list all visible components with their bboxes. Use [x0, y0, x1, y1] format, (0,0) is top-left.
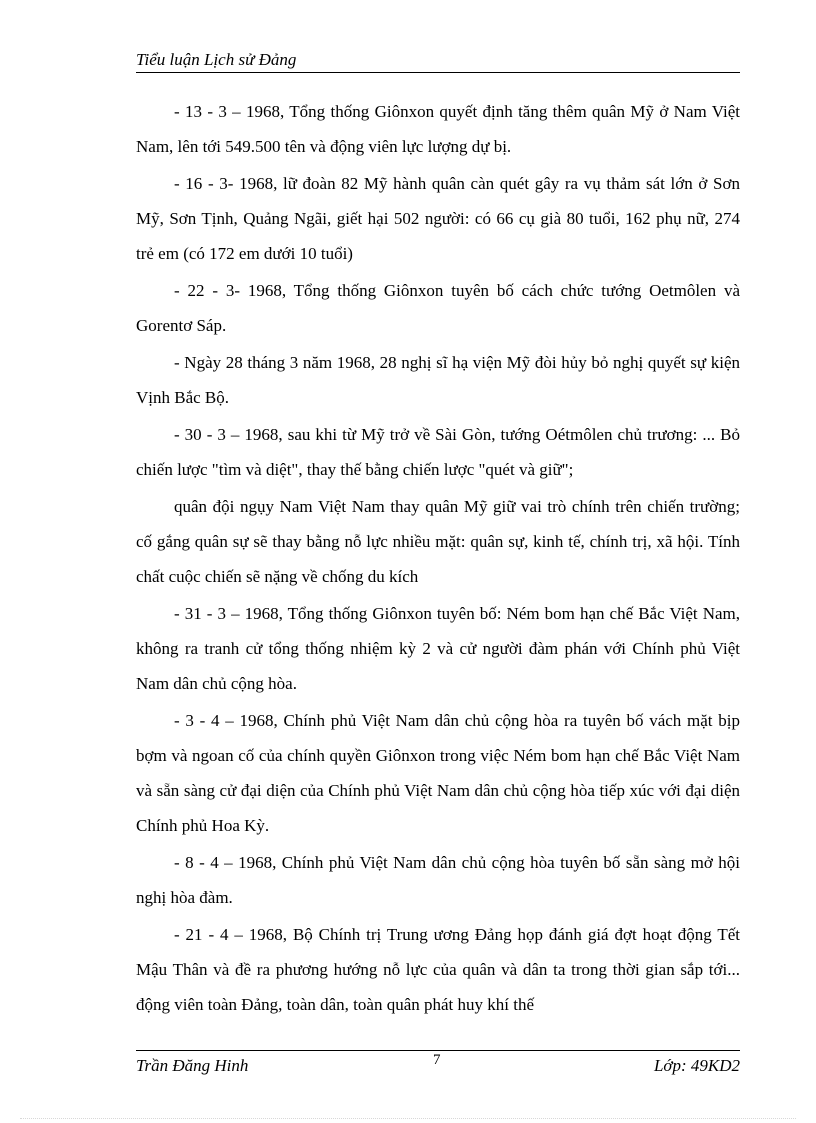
paragraph: - 13 - 3 – 1968, Tổng thống Giônxon quyết định tăng thêm quân Mỹ ở Nam Việt Nam, lên tới 549.500 tên và động viên lực lượng dự bị. [136, 102, 740, 156]
paragraph: - 31 - 3 – 1968, Tổng thống Giônxon tuyên bố: Ném bom hạn chế Bắc Việt Nam, không ra tranh cử tổng thống nhiệm kỳ 2 và cử người đàm phán với Chính phủ Việt Nam dân chủ cộng hòa. [136, 604, 740, 693]
paragraph: - 16 - 3- 1968, lữ đoàn 82 Mỹ hành quân càn quét gây ra vụ thảm sát lớn ở Sơn Mỹ, Sơn Tịnh, Quảng Ngãi, giết hại 502 người: có 66 cụ già 80 tuổi, 162 phụ nữ, 274 trẻ em (có 172 em dưới 10 tuổi) [136, 174, 740, 263]
paragraph: - 21 - 4 – 1968, Bộ Chính trị Trung ương Đảng họp đánh giá đợt hoạt động Tết Mậu Thân và đề ra phương hướng nỗ lực của quân và dân ta trong thời gian sắp tới... động viên toàn Đảng, toàn dân, toàn quân phát huy khí thế [136, 925, 740, 1014]
page-footer [136, 1050, 740, 1081]
footer-author: Trần Đăng Hinh [136, 1056, 249, 1075]
page-number: 7 [433, 1052, 441, 1068]
footer-class-label: Lớp: 49KD2 [653, 1056, 740, 1075]
paragraph: quân đội ngụy Nam Việt Nam thay quân Mỹ giữ vai trò chính trên chiến trường; cố gắng quân sự sẽ thay bằng nỗ lực nhiều mặt: quân sự, kinh tế, chính trị, xã hội. Tính chất cuộc chiến sẽ nặng về chống du kích [136, 497, 740, 586]
document-body [136, 94, 740, 1024]
page-header [136, 50, 740, 73]
header-title: Tiểu luận Lịch sử Đảng [136, 50, 297, 69]
paragraph: - 8 - 4 – 1968, Chính phủ Việt Nam dân chủ cộng hòa tuyên bố sẵn sàng mở hội nghị hòa đàm. [136, 853, 740, 907]
paragraph: - 22 - 3- 1968, Tổng thống Giônxon tuyên bố cách chức tướng Oetmôlen và Gorentơ Sáp. [136, 281, 740, 335]
page-bottom-border [20, 1118, 796, 1119]
paragraph: - 3 - 4 – 1968, Chính phủ Việt Nam dân chủ cộng hòa ra tuyên bố vách mặt bịp bợm và ngoan cố của chính quyền Giônxon trong việc Ném bom hạn chế Bắc Việt Nam và sẵn sàng cử đại diện của Chính phủ Việt Nam dân chủ cộng hòa tiếp xúc với đại diện Chính phủ Hoa Kỳ. [136, 711, 740, 835]
paragraph: - 30 - 3 – 1968, sau khi từ Mỹ trở về Sài Gòn, tướng Oétmôlen chủ trương: ... Bỏ chiến lược "tìm và diệt", thay thế bằng chiến lược "quét và giữ"; [136, 425, 740, 479]
paragraph: - Ngày 28 tháng 3 năm 1968, 28 nghị sĩ hạ viện Mỹ đòi hủy bỏ nghị quyết sự kiện Vịnh Bắc Bộ. [136, 353, 740, 407]
